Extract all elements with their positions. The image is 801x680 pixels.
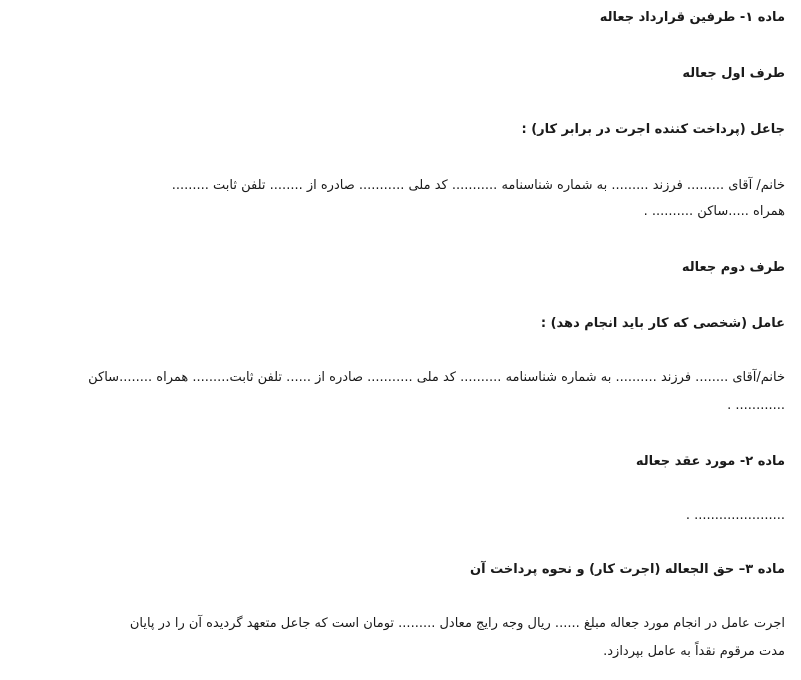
article-3-payment-line-1: اجرت عامل در انجام مورد جعاله مبلغ ...... ریال وجه رایج معادل ......... تومان است که جاعل متعهد گردیده آن را در پایان — [129, 616, 785, 631]
article-2-heading: ماده ۲- مورد عقد جعاله — [635, 454, 785, 469]
article-3-payment-line-2: مدت مرقوم نقداً به عامل بپردازد. — [603, 644, 785, 659]
party-2-details-line-2: ............ . — [727, 398, 785, 413]
party-1-heading: طرف اول جعاله — [682, 66, 785, 81]
party-2-heading: طرف دوم جعاله — [681, 260, 785, 275]
party-2-subheading: عامل (شخصی که کار باید انجام دهد) : — [540, 316, 785, 331]
party-1-subheading: جاعل (پرداخت کننده اجرت در برابر کار) : — [521, 122, 785, 137]
article-2-subject-line: ...................... . — [685, 508, 785, 523]
party-1-details-line-2: همراه .....ساکن .......... . — [643, 204, 785, 219]
article-1-heading: ماده ۱- طرفین قرارداد جعاله — [599, 10, 785, 25]
party-1-details-line-1: خانم/ آقای ......... فرزند ......... به شماره شناسنامه ........... کد ملی ........... صادره از ........ تلفن ثابت ......... — [171, 178, 785, 193]
article-3-heading: ماده ۳– حق الجعاله (اجرت کار) و نحوه پرداخت آن — [470, 562, 785, 577]
party-2-details-line-1: خانم/آقای ........ فرزند .......... به شماره شناسنامه .......... کد ملی ........... صادره از ...... تلفن ثابت......... همراه ........ساکن — [88, 370, 785, 385]
